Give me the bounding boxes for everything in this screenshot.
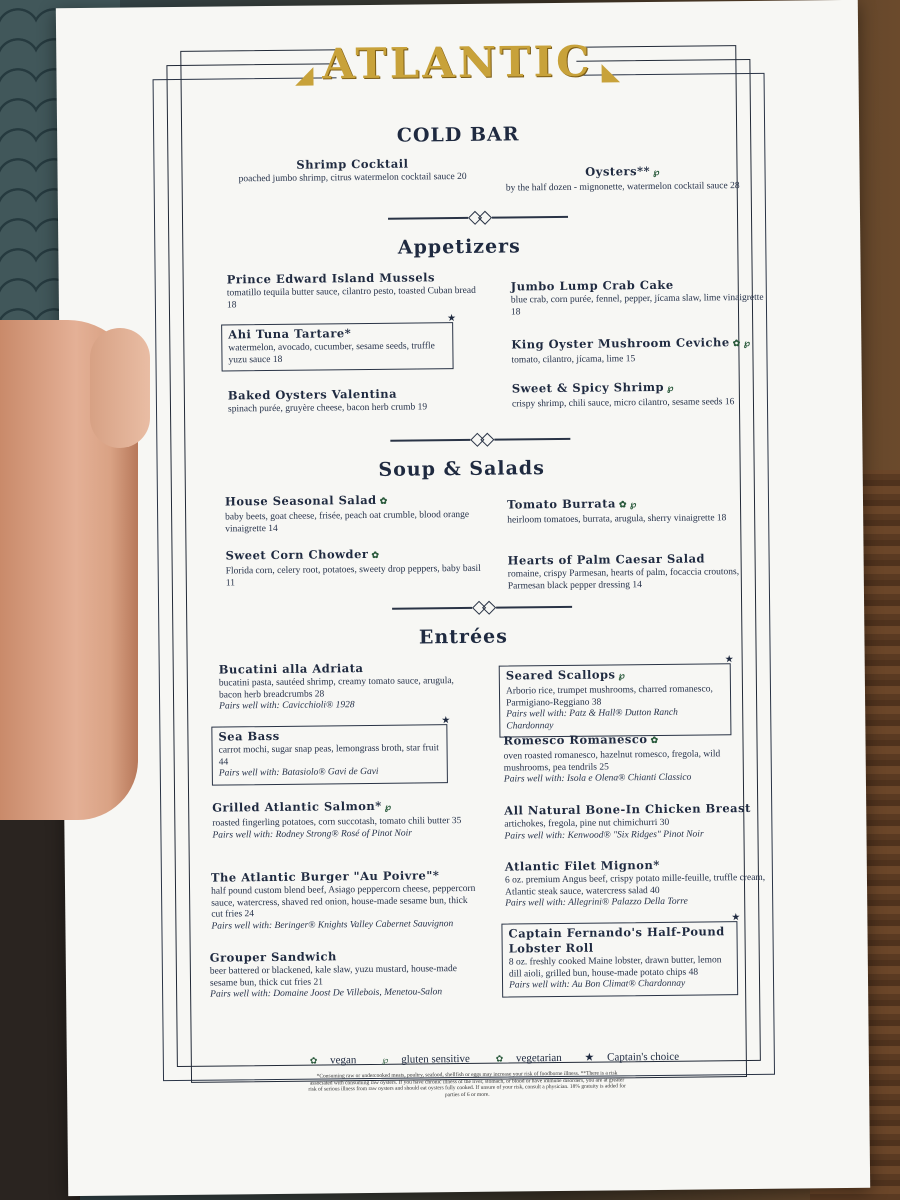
item-description: half pound custom blend beef, Asiago peppercorn cheese, peppercorn sauce, watercress, shaved red onion, house-made sesame bun, thick cut fries 24 bbox=[211, 883, 476, 920]
wine-pairing: Pairs well with: Allegrini® Palazzo Della Torre bbox=[505, 896, 688, 909]
item-name: The Atlantic Burger "Au Poivre"* bbox=[210, 868, 440, 885]
star-icon: ★ bbox=[584, 1051, 595, 1064]
brand-logo bbox=[56, 34, 858, 91]
gluten-sensitive-icon: ℘ bbox=[743, 338, 751, 350]
menu-item bbox=[512, 379, 772, 411]
item-description: crispy shrimp, chili sauce, micro cilantro, sesame seeds 16 bbox=[511, 397, 735, 410]
shell-icon: ◢ bbox=[294, 60, 314, 89]
item-name: Grouper Sandwich bbox=[209, 949, 337, 965]
shell-icon: ◣ bbox=[601, 56, 621, 86]
gluten-sensitive-icon: ℘ bbox=[384, 802, 392, 813]
item-description: Arborio rice, trumpet mushrooms, charred romanesco, Parmigiano-Reggiano 38 bbox=[505, 684, 713, 709]
section-title-entrees: Entrées bbox=[418, 625, 509, 649]
menu-item bbox=[504, 801, 774, 843]
item-name: Tomato Burrata ✿ ℘ bbox=[506, 496, 637, 512]
wine-pairing: Pairs well with: Rodney Strong® Rosé of Pinot Noir bbox=[212, 828, 413, 841]
wine-pairing: Pairs well with: Batasiolo® Gavi de Gavi bbox=[218, 766, 379, 779]
menu-item-captains-choice bbox=[499, 654, 734, 737]
gluten-sensitive-icon: ℘ bbox=[653, 167, 660, 178]
menu-item bbox=[503, 731, 764, 786]
wine-pairing: Pairs well with: Au Bon Climat® Chardonnay bbox=[509, 978, 686, 991]
item-name: Seared Scallops ℘ bbox=[505, 667, 626, 683]
item-name: Romesco Romanesco ✿ bbox=[503, 732, 659, 748]
menu-item bbox=[508, 551, 778, 593]
item-name: Shrimp Cocktail bbox=[296, 156, 409, 172]
wine-pairing: Pairs well with: Kenwood® "Six Ridges" Pinot Noir bbox=[504, 828, 704, 842]
item-description: roasted fingerling potatoes, corn succotash, tomato chili butter 35 bbox=[212, 816, 462, 829]
menu-item bbox=[225, 492, 485, 536]
menu-item bbox=[211, 868, 482, 933]
menu-item-captains-choice bbox=[501, 912, 741, 997]
thumb bbox=[90, 328, 150, 448]
menu-item bbox=[505, 857, 776, 910]
wine-pairing: Pairs well with: Patz & Hall® Dutton Ranch Chardonnay bbox=[506, 707, 678, 732]
menu-item bbox=[511, 335, 791, 367]
vegetarian-icon: ✿ bbox=[371, 550, 380, 561]
item-name: Sea Bass bbox=[218, 728, 280, 744]
item-name: Captain Fernando's Half-Pound Lobster Roll bbox=[508, 924, 725, 956]
menu-item-captains-choice bbox=[221, 313, 457, 371]
item-description: Florida corn, celery root, potatoes, sweety drop peppers, baby basil 11 bbox=[225, 563, 481, 588]
item-description: tomato, cilantro, jícama, lime 15 bbox=[511, 354, 636, 366]
star-icon: ★ bbox=[441, 715, 451, 727]
item-description: carrot mochi, sugar snap peas, lemongrass broth, star fruit 44 bbox=[218, 743, 439, 768]
menu-item bbox=[210, 948, 481, 1001]
item-description: 6 oz. premium Angus beef, crispy potato mille-feuille, truffle cream, Atlantic steak sauce, watercress salad 40 bbox=[504, 872, 766, 898]
legend-vegan: vegan bbox=[330, 1054, 357, 1067]
item-description: oven roasted romanesco, hazelnut romesco, fregola, wild mushrooms, pea tendrils 25 bbox=[503, 749, 721, 774]
star-icon: ★ bbox=[724, 654, 734, 666]
section-divider bbox=[392, 601, 572, 615]
star-icon: ★ bbox=[447, 313, 457, 325]
menu-item bbox=[227, 156, 477, 186]
item-description: baby beets, goat cheese, frisée, peach oat crumble, blood orange vinaigrette 14 bbox=[225, 509, 470, 534]
item-name: Baked Oysters Valentina bbox=[227, 386, 398, 403]
gluten-sensitive-icon: ℘ bbox=[667, 383, 674, 394]
item-description: bucatini pasta, sautéed shrimp, creamy tomato sauce, arugula, bacon herb breadcrumbs 28 bbox=[218, 676, 454, 701]
brand-name: ATLANTIC bbox=[321, 36, 593, 89]
wine-pairing: Pairs well with: Beringer® Knights Valley Cabernet Sauvignon bbox=[211, 918, 454, 932]
vegan-icon: ✿ bbox=[650, 735, 659, 747]
section-divider bbox=[388, 211, 568, 225]
item-name: Grilled Atlantic Salmon* ℘ bbox=[212, 798, 392, 815]
item-description: 8 oz. freshly cooked Maine lobster, drawn butter, lemon dill aioli, grilled bun, house-made potato chips 48 bbox=[508, 955, 722, 980]
item-name: Prince Edward Island Mussels bbox=[226, 270, 436, 287]
menu-sheet bbox=[56, 0, 870, 1196]
vegetarian-icon: ✿ bbox=[618, 500, 628, 511]
item-name: Hearts of Palm Caesar Salad bbox=[507, 551, 706, 568]
item-description: by the half dozen - mignonette, watermelon cocktail sauce 28 bbox=[505, 181, 740, 194]
item-name: Sweet Corn Chowder ✿ bbox=[225, 546, 380, 563]
item-description: artichokes, fregola, pine nut chimichurri 30 bbox=[504, 817, 670, 830]
menu-item bbox=[487, 163, 757, 195]
wine-pairing: Pairs well with: Isola e Olena® Chianti Classico bbox=[503, 772, 692, 785]
gluten-sensitive-icon: ℘ bbox=[618, 671, 626, 682]
gluten-sensitive-icon: ℘ bbox=[382, 1054, 389, 1065]
vegetarian-icon: ✿ bbox=[495, 1053, 504, 1064]
legend-vegetarian: vegetarian bbox=[515, 1051, 562, 1065]
item-name: Sweet & Spicy Shrimp ℘ bbox=[511, 379, 674, 396]
item-name: All Natural Bone-In Chicken Breast bbox=[504, 800, 751, 818]
star-icon: ★ bbox=[731, 912, 741, 924]
wine-pairing: Pairs well with: Cavicchioli® 1928 bbox=[219, 700, 355, 712]
item-description: spinach purée, gruyère cheese, bacon herb crumb 19 bbox=[227, 402, 428, 415]
menu-item bbox=[227, 270, 487, 312]
section-title-soup-salads: Soup & Salads bbox=[378, 457, 545, 481]
item-name: Atlantic Filet Mignon* bbox=[504, 857, 660, 874]
item-name: Jumbo Lump Crab Cake bbox=[510, 277, 674, 294]
item-description: blue crab, corn purée, fennel, pepper, jícama slaw, lime vinaigrette 18 bbox=[510, 292, 764, 317]
menu-item-captains-choice bbox=[211, 715, 451, 785]
menu-item bbox=[507, 495, 767, 527]
gluten-sensitive-icon: ℘ bbox=[629, 500, 637, 511]
section-divider bbox=[390, 433, 570, 447]
legend-gluten-sensitive: gluten sensitive bbox=[401, 1052, 470, 1066]
section-title-cold-bar: COLD BAR bbox=[396, 123, 520, 147]
section-title-appetizers: Appetizers bbox=[397, 235, 521, 259]
item-name: Oysters** ℘ bbox=[585, 164, 660, 179]
item-name: House Seasonal Salad ✿ bbox=[224, 492, 388, 509]
legend-captains-choice: Captain's choice bbox=[607, 1050, 680, 1064]
item-description: romaine, crispy Parmesan, hearts of palm, focaccia croutons, Parmesan black pepper dressing 14 bbox=[507, 567, 740, 592]
item-description: beer battered or blackened, kale slaw, yuzu mustard, house-made sesame bun, thick cut fries 21 bbox=[209, 964, 458, 989]
menu-item bbox=[228, 386, 488, 416]
item-name: Bucatini alla Adriata bbox=[218, 661, 364, 677]
item-description: heirloom tomatoes, burrata, arugula, sherry vinaigrette 18 bbox=[507, 513, 727, 526]
menu-item bbox=[511, 277, 771, 319]
menu-item bbox=[212, 798, 472, 842]
wine-pairing: Pairs well with: Domaine Joost De Villebois, Menetou-Salon bbox=[210, 987, 443, 1000]
item-name: King Oyster Mushroom Ceviche ✿ ℘ bbox=[511, 335, 751, 352]
menu-item bbox=[225, 546, 485, 590]
item-description: watermelon, avocado, cucumber, sesame seeds, truffle yuzu sauce 18 bbox=[228, 341, 435, 365]
item-description: poached jumbo shrimp, citrus watermelon cocktail sauce 20 bbox=[238, 171, 467, 185]
fine-print-disclaimer: *Consuming raw or undercooked meats, poultry, seafood, shellfish or eggs may increase your risk of foodborne illness. **There is a risk associated with consuming raw oysters. If you have chronic illness of the liver, stomach, or blood or have immune disorders, you are at greater risk of serious illness from raw oysters and should eat oysters fully cooked. If unsure of your risk, consult a physician. 18% gratuity is added for parties of 6 or more. bbox=[308, 1070, 626, 1098]
vegan-icon: ✿ bbox=[309, 1055, 318, 1066]
vegetarian-icon: ✿ bbox=[379, 496, 388, 507]
vegan-icon: ✿ bbox=[732, 339, 741, 350]
item-name: Ahi Tuna Tartare* bbox=[228, 326, 352, 342]
menu-item bbox=[219, 660, 480, 713]
item-description: tomatillo tequila butter sauce, cilantro pesto, toasted Cuban bread 18 bbox=[226, 285, 476, 310]
